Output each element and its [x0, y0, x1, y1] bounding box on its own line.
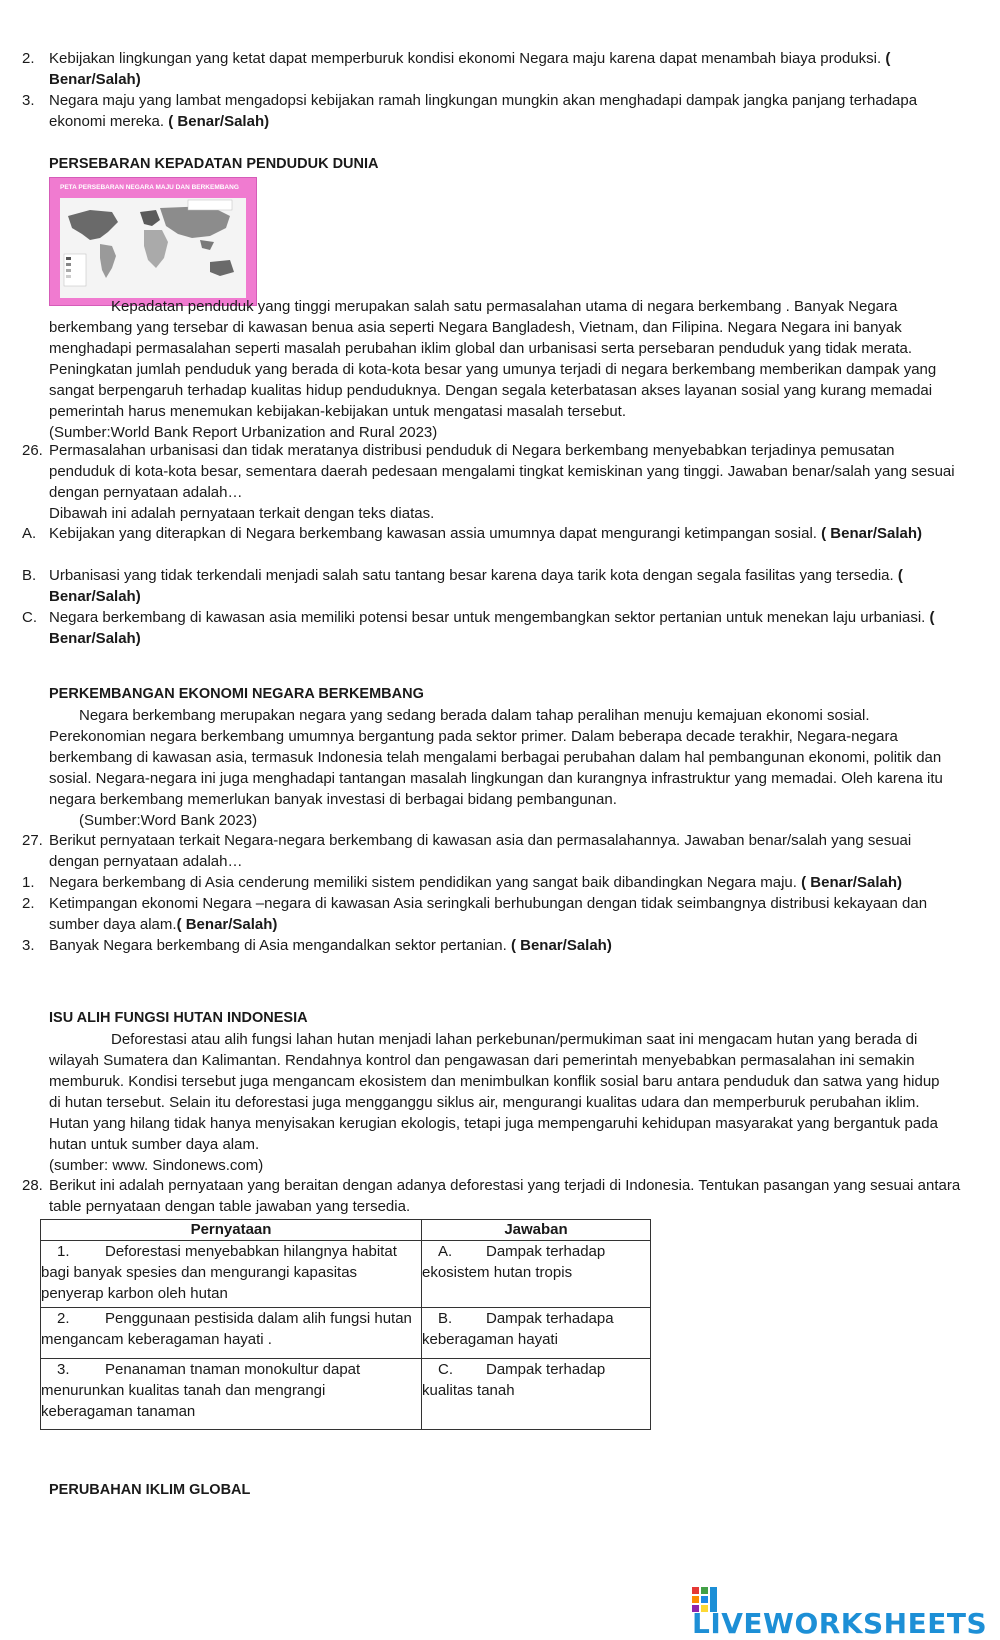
section3-paragraph — [49, 1029, 954, 1176]
option-text: Ketimpangan ekonomi Negara –negara di kawasan Asia seringkali berhubungan dengan tidak seimbangnya distribusi kekayaan dan sumber daya alam. — [49, 895, 928, 933]
section-heading: PERSEBARAN KEPADATAN PENDUDUK DUNIA — [49, 156, 379, 172]
table-row — [41, 1359, 651, 1430]
statement-cell — [41, 1359, 422, 1430]
statement-text: Negara maju yang lambat mengadopsi kebijakan ramah lingkungan mungkin akan menghadapi dampak jangka panjang terhadapa ekonomi mereka. — [49, 92, 918, 130]
section-heading: PERUBAHAN IKLIM GLOBAL — [49, 1482, 251, 1498]
question-subtext: Dibawah ini adalah pernyataan terkait dengan teks diatas. — [49, 505, 435, 522]
row-number: 2. — [57, 1310, 70, 1327]
row-number: 3. — [57, 1361, 70, 1378]
matching-table — [40, 1219, 651, 1430]
option-label: 2. — [22, 895, 35, 912]
answer-label: C. — [438, 1361, 453, 1378]
column-header: Pernyataan — [41, 1220, 422, 1241]
world-map-image — [49, 177, 257, 306]
table-row — [41, 1241, 651, 1308]
statement-text: Kebijakan lingkungan yang ketat dapat memperburuk kondisi ekonomi Negara maju karena dapat menambah biaya produksi. — [49, 50, 882, 67]
option-label: 3. — [22, 937, 35, 954]
answer-tag[interactable]: ( Benar/Salah) — [49, 50, 891, 88]
answer-tag[interactable]: ( Benar/Salah) — [168, 113, 270, 130]
brand-name: LIVEWORKSHEETS — [692, 1607, 988, 1640]
answer-text: Dampak terhadap kualitas tanah — [422, 1361, 606, 1399]
section1-paragraph — [49, 296, 954, 443]
map-illustration — [60, 198, 246, 298]
source-citation: (sumber: www. Sindonews.com) — [49, 1157, 264, 1174]
table-row — [41, 1308, 651, 1359]
option-label: B. — [22, 567, 37, 584]
answer-text: Dampak terhadapa keberagaman hayati — [422, 1310, 614, 1348]
question-text: Berikut pernyataan terkait Negara-negara berkembang di kawasan asia dan permasalahannya. Jawaban benar/salah yang sesuai dengan pernyataan adalah… — [49, 832, 912, 870]
table-header-row — [41, 1220, 651, 1241]
source-citation: (Sumber:Word Bank 2023) — [79, 812, 258, 829]
row-number: 1. — [57, 1243, 70, 1260]
answer-label: B. — [438, 1310, 453, 1327]
option-text: Banyak Negara berkembang di Asia mengandalkan sektor pertanian. — [49, 937, 507, 954]
option-text: Negara berkembang di kawasan asia memiliki potensi besar untuk mengembangkan sektor pertanian untuk menekan laju urbaniasi. — [49, 609, 926, 626]
answer-tag[interactable]: ( Benar/Salah) — [176, 916, 278, 933]
statement-cell — [41, 1241, 422, 1308]
liveworksheets-logo — [692, 1587, 1000, 1640]
statement-text: Penanaman tnaman monokultur dapat menurunkan kualitas tanah dan mengrangi keberagaman tanaman — [41, 1361, 361, 1420]
option-label: A. — [22, 525, 37, 542]
paragraph-text: Kepadatan penduduk yang tinggi merupakan salah satu permasalahan utama di negara berkembang . Banyak Negara berkembang yang tersebar di kawasan benua asia seperti Negara Bangladesh, Vietnam, dan Filipina. Negara Negara ini banyak menghadapi permasalahan seperti masalah perubahan iklim global dan urbanisasi serta persebaran penduduk yang tidak merata. Peningkatan jumlah penduduk yang berada di kota-kota besar yang umunya terjadi di negara berkembang memberikan dampak yang sangat berpengaruh terhadap kualitas hidup penduduknya. Dengan segala keterbatasan akses layanan sosial yang kurang memadai pemerintah harus menemukan kebijakan-kebijakan untuk mengatasi masalah tersebut. — [49, 298, 937, 420]
option-text: Urbanisasi yang tidak terkendali menjadi salah satu tantang besar karena daya tarik kota dengan segala fasilitas yang tersedia. — [49, 567, 894, 584]
answer-cell[interactable] — [422, 1308, 651, 1359]
question-text: Permasalahan urbanisasi dan tidak meratanya distribusi penduduk di Negara berkembang menyebabkan terjadinya pemusatan penduduk di kota-kota besar, sementara daerah pedesaan mengalami tingkat kemiskinan yang tinggi. Jawaban benar/salah yang sesuai dengan pernyataan adalah… — [49, 442, 955, 501]
answer-text: Dampak terhadap ekosistem hutan tropis — [422, 1243, 606, 1281]
question-number: 28. — [22, 1177, 43, 1194]
section2-paragraph — [49, 705, 954, 831]
item-number: 3. — [22, 92, 35, 109]
column-header: Jawaban — [422, 1220, 651, 1241]
world-map-icon — [60, 198, 246, 298]
answer-cell[interactable] — [422, 1241, 651, 1308]
answer-tag[interactable]: ( Benar/Salah) — [821, 525, 923, 542]
answer-tag[interactable]: ( Benar/Salah) — [801, 874, 902, 891]
answer-tag[interactable]: ( Benar/Salah) — [49, 567, 903, 605]
answer-tag[interactable]: ( Benar/Salah) — [510, 937, 612, 954]
question-number: 27. — [22, 832, 43, 849]
option-label: 1. — [22, 874, 35, 891]
section-heading: ISU ALIH FUNGSI HUTAN INDONESIA — [49, 1010, 308, 1026]
item-number: 2. — [22, 50, 35, 67]
source-citation: (Sumber:World Bank Report Urbanization and Rural 2023) — [49, 424, 438, 441]
option-label: C. — [22, 609, 37, 626]
statement-text: Deforestasi menyebabkan hilangnya habitat bagi banyak spesies dan mengurangi kapasitas penyerap karbon oleh hutan — [41, 1243, 397, 1302]
question-text: Berikut ini adalah pernyataan yang beraitan dengan adanya deforestasi yang terjadi di Indonesia. Tentukan pasangan yang sesuai antara table pernyataan dengan table jawaban yang tersedia. — [49, 1177, 961, 1215]
question-number: 26. — [22, 442, 43, 459]
paragraph-text: Negara berkembang merupakan negara yang sedang berada dalam tahap peralihan menuju kemajuan ekonomi sosial. Perekonomian negara berkembang umumnya bergantung pada sektor primer. Dalam beberapa decade terakhir, Negara-negara berkembang di kawasan asia, termasuk Indonesia telah mengalami berbagai perubahan dalam hal pembangunan ekonomi, politik dan sosial. Negara-negara ini juga menghadapi tantangan masalah lingkungan dan kurangnya infrastruktur yang memadai. Oleh karena itu negara berkembang memerlukan banyak investasi di berbagai bidang pembangunan. — [49, 707, 943, 808]
statement-text: Penggunaan pestisida dalam alih fungsi hutan mengancam keberagaman hayati . — [41, 1310, 412, 1348]
answer-cell[interactable] — [422, 1359, 651, 1430]
answer-label: A. — [438, 1243, 453, 1260]
option-text: Kebijakan yang diterapkan di Negara berkembang kawasan assia umumnya dapat mengurangi ketimpangan sosial. — [49, 525, 817, 542]
paragraph-text: Deforestasi atau alih fungsi lahan hutan menjadi lahan perkebunan/permukiman saat ini mengacam hutan yang berada di wilayah Sumatera dan Kalimantan. Rendahnya kontrol dan pengawasan dari pemerintah menyebabkan permasalahan ini semakin memburuk. Kondisi tersebut juga mengancam ekosistem dan menimbulkan konflik sosial baru antara penduduk dan satwa yang hidup di hutan tersebut. Selain itu deforestasi juga mengganggu siklus air, mengurangi kualitas udara dan memperburuk perubahan iklim. Hutan yang hilang tidak hanya menyisakan kerugian ekologis, tetapi juga mempengaruhi kehidupan masyarakat yang bergantuk pada hutan untuk sumber daya alam. — [49, 1031, 940, 1153]
section-heading: PERKEMBANGAN EKONOMI NEGARA BERKEMBANG — [49, 686, 424, 702]
statement-cell — [41, 1308, 422, 1359]
option-text: Negara berkembang di Asia cenderung memiliki sistem pendidikan yang sangat baik dibandingkan Negara maju. — [49, 874, 797, 891]
map-title: PETA PERSEBARAN NEGARA MAJU DAN BERKEMBANG — [60, 184, 239, 191]
answer-tag[interactable]: ( Benar/Salah) — [49, 609, 935, 647]
